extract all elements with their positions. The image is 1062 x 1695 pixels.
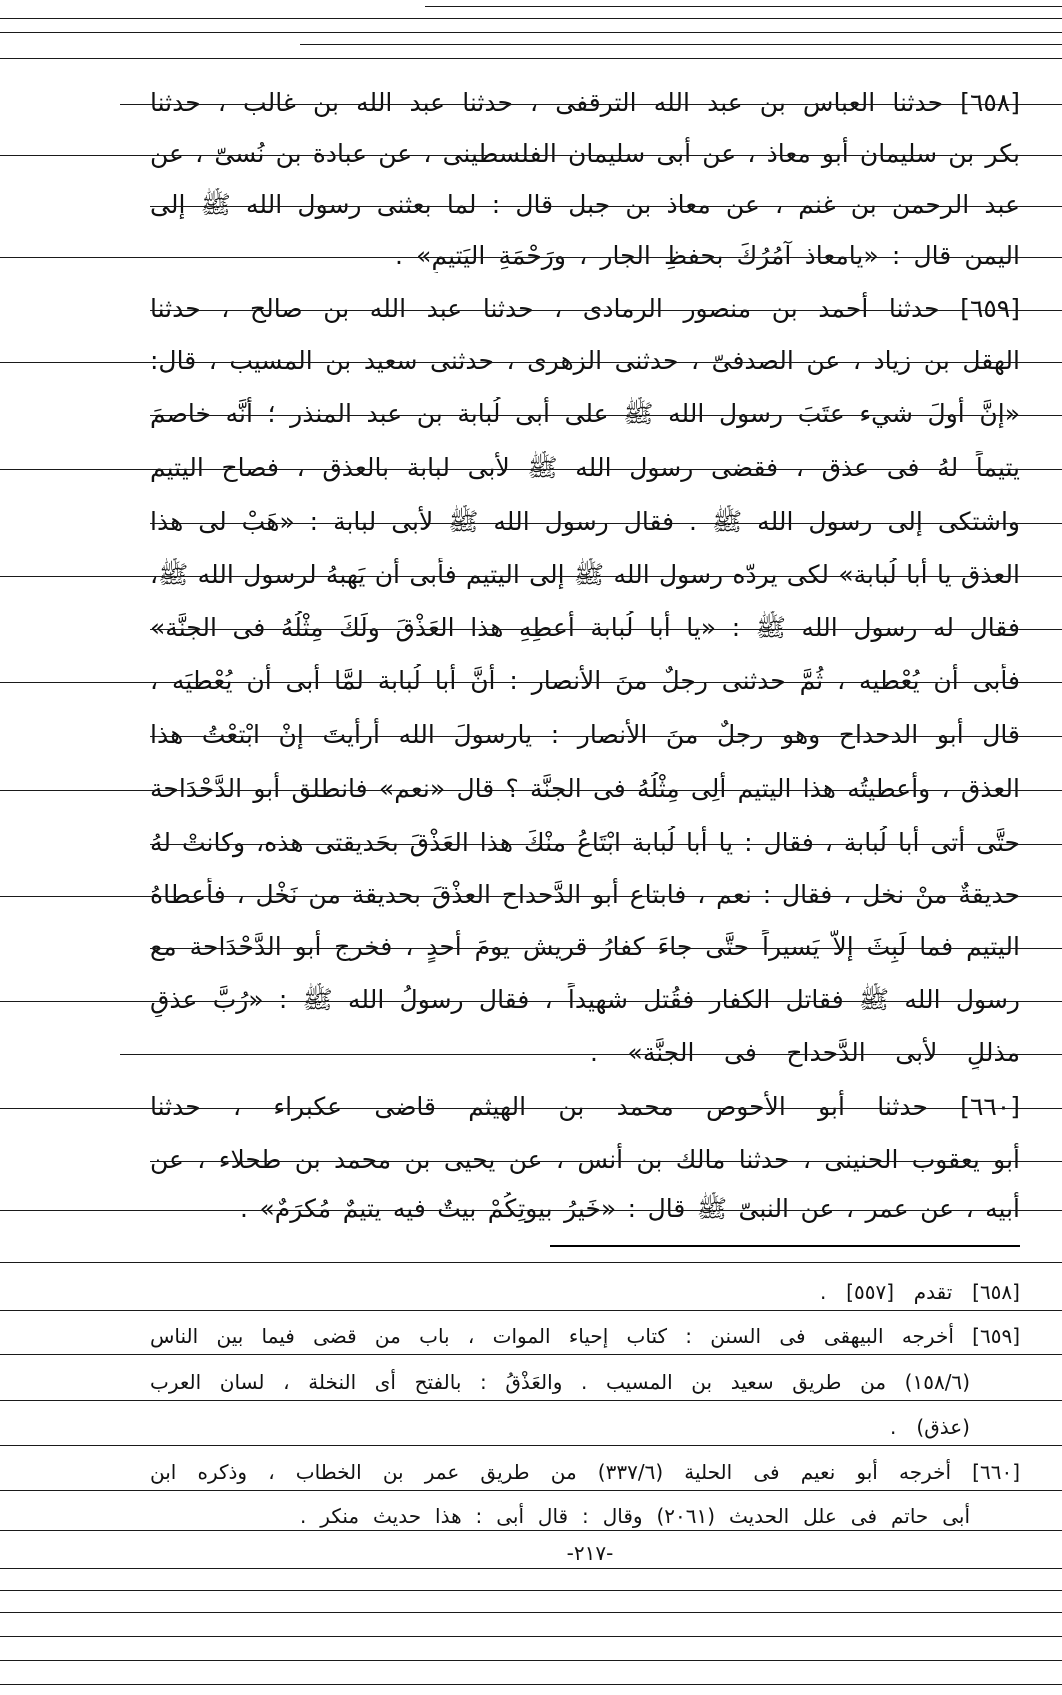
scan-line <box>0 1400 1062 1401</box>
scan-line <box>0 790 1062 791</box>
scan-line <box>0 1530 1062 1531</box>
scan-line <box>0 1445 1062 1446</box>
scan-line <box>0 1108 1062 1109</box>
scan-line <box>150 1161 1062 1162</box>
scan-line <box>150 736 1062 737</box>
scan-line <box>0 1001 1062 1002</box>
main-text-line: [٦٦٠] حدثنا أبو الأحوص محمد بن الهيثم قاضى عكبراء ، حدثنا <box>150 1092 1020 1121</box>
main-text-line: [٦٥٨] حدثنا العباس بن عبد الله الترقفى ، حدثنا عبد الله بن غالب ، حدثنا <box>150 88 1020 117</box>
scan-line <box>0 682 1062 683</box>
footnote-line: أبى حاتم فى علل الحديث (٢٠٦١) وقال : قال أبى : هذا حديث منكر . <box>300 1504 970 1528</box>
scan-line <box>0 1636 1062 1637</box>
scan-line <box>0 18 1062 19</box>
scan-line <box>0 1210 1062 1211</box>
main-text-line: بكر بن سليمان أبو معاذ ، عن أبى سليمان الفلسطينى ، عن عبادة بن نُسىّ ، عن <box>150 139 1020 168</box>
main-text-line: قال أبو الدحداح وهو رجلٌ منَ الأنصار : يارسولَ الله أرأيتَ إنْ ابْتعْتُ هذا <box>150 720 1020 749</box>
main-text-line: العذق ، وأعطيتُه هذا اليتيم أَلِى مِثْلُهُ فى الجنَّة ؟ قال «نعم» فانطلق أبو الدَّحْدَاحة <box>150 774 1020 803</box>
main-text-line: أبيه ، عن عمر ، عن النبىّ ﷺ قال : «خَيرُ بيوتِكُمْ بيتٌ فيه يتيمٌ مُكرَمٌ» . <box>240 1194 1020 1223</box>
footnote-line: [٦٥٨] تقدم [٥٥٧] . <box>820 1280 1020 1304</box>
scan-line <box>0 32 1062 33</box>
scan-line <box>0 1660 1062 1661</box>
main-text-line: اليمن قال : «يامعاذ آمُرُكَ بحفظِ الجار ، ورَحْمَةِ اليَتيمِ» . <box>395 241 1020 270</box>
footnote-line: (١٥٨/٦) من طريق سعيد بن المسيب . والعَذْقُ : بالفتح أى النخلة ، لسان العرب <box>150 1370 970 1394</box>
main-text-line: واشتكى إلى رسول الله ﷺ . فقال رسول الله ﷺ لأبى لبابة : «هَبْ لى هذا <box>150 507 1020 536</box>
scan-line <box>0 1262 1062 1263</box>
scan-line <box>0 1612 1062 1613</box>
main-text-line: العذق يا أبا لُبابة» لكى يردّه رسول الله ﷺ إلى اليتيم فأبى أن يَهبهُ لرسول الله ﷺ، <box>150 560 1020 589</box>
footnote-line: [٦٥٩] أخرجه البيهقى فى السنن : كتاب إحياء الموات ، باب من قضى فيما بين الناس <box>150 1324 1020 1348</box>
scan-line <box>0 58 1062 59</box>
scan-line <box>150 629 1062 630</box>
scan-line <box>0 1568 1062 1569</box>
footnote-separator <box>550 1245 1020 1247</box>
scan-line <box>0 1590 1062 1591</box>
scan-line <box>150 206 1062 207</box>
scan-line <box>425 6 1062 7</box>
scan-line <box>0 576 1062 577</box>
scan-line <box>150 844 1062 845</box>
scan-line <box>0 1684 1062 1685</box>
main-text-line: حديقةٌ منْ نخل ، فقال : نعم ، فابتاع أبو الدَّحداح العذْقَ بحديقة من نَخْل ، فأعطاهُ <box>150 880 1020 909</box>
scan-line <box>0 1354 1062 1355</box>
main-text-line: فأبى أن يُعْطيه ، ثُمَّ حدثنى رجلٌ منَ الأنصار : أنَّ أبا لُبابة لمَّا أبى أن يُعْطيَه ، <box>150 666 1020 695</box>
footnote-line: (عذق) . <box>890 1415 970 1439</box>
main-text-line: رسول الله ﷺ فقاتل الكفار فقُتل شهيداً ، فقال رسولُ الله ﷺ : «رُبَّ عذقٍ <box>150 985 1020 1014</box>
scan-line <box>150 523 1062 524</box>
scan-line <box>0 1310 1062 1311</box>
main-text-line: اليتيم فما لَبِثَ إلاَّ يَسيراً حتَّى جاءَ كفارُ قريش يومَ أحدٍ ، فخرج أبو الدَّحْدَاحة مع <box>150 932 1020 961</box>
scan-line <box>120 104 1062 105</box>
main-text-line: عبد الرحمن بن غنم ، عن معاذ بن جبل قال : لما بعثنى رسول الله ﷺ إلى <box>150 190 1020 219</box>
main-text-line: فقال له رسول الله ﷺ : «يا أبا لُبابة أعطِهِ هذا العَذْقَ ولَكَ مِثْلُهُ فى الجنَّة» <box>150 613 1020 642</box>
main-text-line: أبو يعقوب الحنينى ، حدثنا مالك بن أنس ، عن يحيى بن محمد بن طحلاء ، عن <box>150 1145 1020 1174</box>
main-text-line: حتَّى أتى أبا لُبابة ، فقال : يا أبا لُبابة ابْتَاعُ منْكَ هذا العَذْقَ بحَديقتى هذه، وكانتْ لهُ <box>150 828 1020 857</box>
scan-line <box>0 896 1062 897</box>
scan-line <box>150 948 1062 949</box>
scan-line <box>150 310 1062 311</box>
scan-line <box>0 362 1062 363</box>
main-text-line: الهقل بن زياد ، عن الصدفىّ ، حدثنى الزهرى ، حدثنى سعيد بن المسيب ، قال: <box>150 346 1020 375</box>
main-text-line: «إنَّ أولَ شيء عتَبَ رسول الله ﷺ على أبى لُبابة بن عبد المنذر ؛ أنَّه خاصمَ <box>150 399 1020 428</box>
scan-line <box>0 257 1062 258</box>
scan-line <box>0 155 1062 156</box>
scan-line <box>300 44 1062 45</box>
main-text-line: [٦٥٩] حدثنا أحمد بن منصور الرمادى ، حدثنا عبد الله بن صالح ، حدثنا <box>150 294 1020 323</box>
scan-line <box>150 415 1062 416</box>
footnote-line: [٦٦٠] أخرجه أبو نعيم فى الحلية (٣٣٧/٦) من طريق عمر بن الخطاب ، وذكره ابن <box>150 1460 1020 1484</box>
main-text-line: مذللٍ لأبى الدَّحداح فى الجنَّة» . <box>590 1038 1020 1067</box>
scan-line <box>0 1490 1062 1491</box>
main-text-line: يتيماً لهُ فى عذق ، فقضى رسول الله ﷺ لأبى لبابة بالعذق ، فصاح اليتيم <box>150 453 1020 482</box>
scan-line <box>0 469 1062 470</box>
scan-line <box>120 1054 1062 1055</box>
page-number: -٢١٧- <box>566 1541 614 1565</box>
